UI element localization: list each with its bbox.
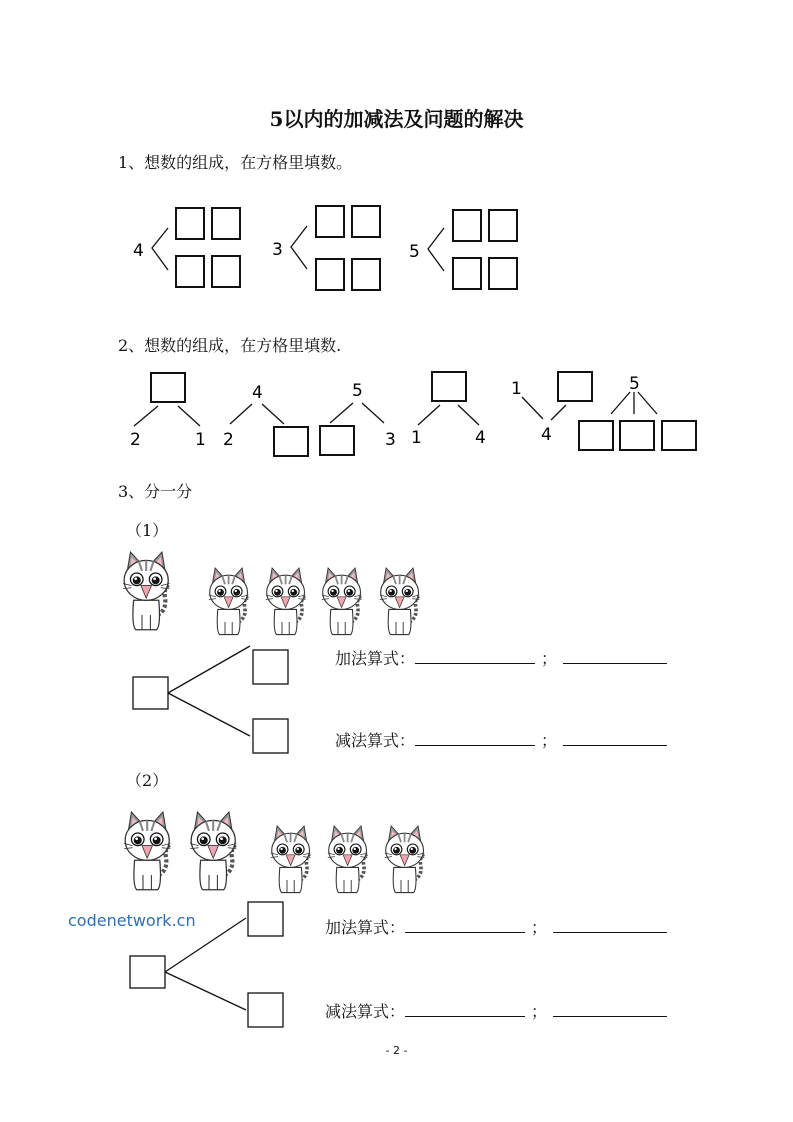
addition-blank-2[interactable] [553, 918, 667, 933]
subtraction-blank-2[interactable] [553, 1002, 667, 1017]
q2-tree2-top: 4 [252, 383, 263, 403]
page-number: - 2 - [385, 1044, 408, 1057]
addition-blank-1[interactable] [405, 918, 525, 933]
q2-tree2-left: 2 [223, 430, 234, 450]
subtraction-label: 减法算式： [325, 1002, 406, 1021]
q2-tree3-right: 3 [385, 430, 396, 450]
q2-tree1-right: 1 [195, 430, 206, 450]
q2-tree4-left: 1 [411, 428, 422, 448]
part-1-label: （1） [126, 521, 169, 540]
q1-number-1: 4 [133, 241, 144, 261]
separator: ； [541, 731, 558, 750]
separator: ； [541, 649, 558, 668]
question-3-text: 3、分一分 [118, 482, 193, 501]
page-title: 5以内的加减法及问题的解决 [269, 107, 524, 131]
question-2-text: 2、想数的组成，在方格里填数. [118, 336, 342, 355]
subtraction-blank-1[interactable] [415, 731, 535, 746]
addition-label: 加法算式： [325, 918, 406, 937]
part2-addition-row [325, 915, 667, 938]
q2-tree1-left: 2 [130, 430, 141, 450]
part1-split-diagram [133, 646, 288, 753]
question-1-text: 1、想数的组成，在方格里填数。 [118, 153, 353, 172]
watermark: codenetwork.cn [68, 911, 196, 930]
q1-number-3: 5 [409, 242, 420, 262]
subtraction-blank-1[interactable] [405, 1002, 525, 1017]
part-2-label: （2） [126, 771, 169, 790]
part2-cats [124, 812, 425, 893]
separator: ； [531, 1002, 548, 1021]
q1-diagrams [152, 206, 517, 290]
addition-label: 加法算式： [335, 649, 416, 668]
part1-cats [123, 552, 420, 635]
q2-tree3-top: 5 [352, 381, 363, 401]
q2-tree5-right: 4 [541, 425, 552, 445]
part2-subtraction-row [325, 999, 667, 1022]
part1-subtraction-row [335, 728, 667, 751]
q2-tree5-left: 1 [511, 379, 522, 399]
part1-addition-row [335, 646, 667, 669]
q1-number-2: 3 [272, 240, 283, 260]
subtraction-label: 减法算式： [335, 731, 416, 750]
subtraction-blank-2[interactable] [563, 731, 667, 746]
separator: ； [531, 918, 548, 937]
addition-blank-1[interactable] [415, 649, 535, 664]
q2-tree4-right: 4 [475, 428, 486, 448]
addition-blank-2[interactable] [563, 649, 667, 664]
q2-tree6-top: 5 [629, 374, 640, 394]
